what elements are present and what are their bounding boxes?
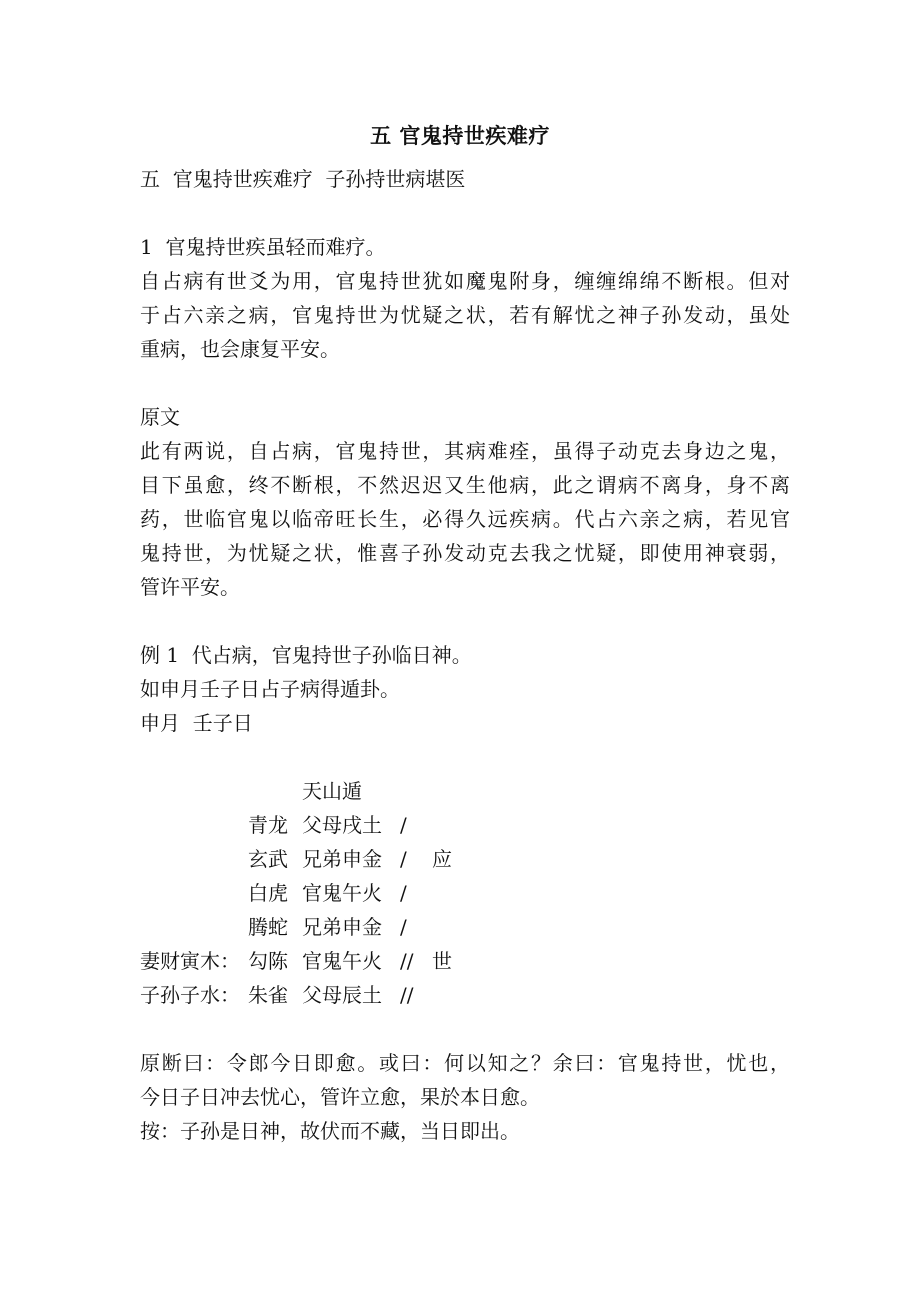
- line-relation: 父母辰土: [302, 983, 382, 1007]
- original-text-line: 此有两说，自占病，官鬼持世，其病难痊，虽得子动克去身边之鬼，: [140, 439, 790, 463]
- six-god: 青龙: [248, 813, 288, 837]
- blank-line: [140, 740, 790, 774]
- hexagram-line-row: [140, 978, 790, 1012]
- example-line: 如申月壬子日占子病得遁卦。: [140, 677, 400, 701]
- blank-line: [140, 366, 790, 400]
- yao-mark: /: [400, 847, 407, 871]
- original-text-line: 管许平安。: [140, 575, 240, 599]
- document-body: [140, 162, 790, 1148]
- example-heading: 例 1 代占病，官鬼持世子孙临日神。: [140, 643, 472, 667]
- hidden-line: 子孙子水：: [140, 983, 240, 1007]
- judgment-line: 原断曰：令郎今日即愈。或曰：何以知之？余曰：官鬼持世，忧也，: [140, 1051, 790, 1075]
- six-god: 白虎: [248, 881, 288, 905]
- six-god: 勾陈: [248, 949, 288, 973]
- original-text-line: 鬼持世，为忧疑之状，惟喜子孙发动克去我之忧疑，即使用神衰弱，: [140, 541, 790, 565]
- subtitle: 五 官鬼持世疾难疗 子孙持世病堪医: [140, 167, 466, 191]
- line-relation: 官鬼午火: [302, 881, 382, 905]
- line-relation: 兄弟申金: [302, 915, 382, 939]
- hexagram-name: 天山遁: [302, 779, 362, 803]
- judgment-line: 今日子日冲去忧心，管许立愈，果於本日愈。: [140, 1085, 540, 1109]
- yao-mark: /: [400, 881, 407, 905]
- hexagram-line-row: [140, 842, 790, 876]
- yao-mark: //: [400, 949, 414, 973]
- six-god: 朱雀: [248, 983, 288, 1007]
- original-text-line: 目下虽愈，终不断根，不然迟迟又生他病，此之谓病不离身，身不离: [140, 473, 790, 497]
- hexagram-line-row: [140, 910, 790, 944]
- yao-mark: /: [400, 915, 407, 939]
- original-text-label: 原文: [140, 405, 180, 429]
- yao-role: 世: [432, 949, 452, 973]
- line-relation: 官鬼午火: [302, 949, 382, 973]
- note-line: 按：子孙是日神，故伏而不藏，当日即出。: [140, 1119, 520, 1143]
- section-heading: 1 官鬼持世疾虽轻而难疗。: [140, 235, 386, 259]
- yao-role: 应: [432, 847, 452, 871]
- six-god: 腾蛇: [248, 915, 288, 939]
- paragraph-line: 重病，也会康复平安。: [140, 337, 340, 361]
- six-god: 玄武: [248, 847, 288, 871]
- blank-line: [140, 1012, 790, 1046]
- paragraph-line: 于占六亲之病，官鬼持世为忧疑之状，若有解忧之神子孙发动，虽处: [140, 303, 790, 327]
- example-date: 申月 壬子日: [140, 711, 253, 735]
- hexagram-line-row: [140, 808, 790, 842]
- line-relation: 兄弟申金: [302, 847, 382, 871]
- blank-line: [140, 196, 790, 230]
- yao-mark: //: [400, 983, 414, 1007]
- paragraph-line: 自占病有世爻为用，官鬼持世犹如魔鬼附身，缠缠绵绵不断根。但对: [140, 269, 790, 293]
- line-relation: 父母戌土: [302, 813, 382, 837]
- hidden-line: 妻财寅木：: [140, 949, 240, 973]
- hexagram-name-row: [140, 774, 790, 808]
- original-text-line: 药，世临官鬼以临帝旺长生，必得久远疾病。代占六亲之病，若见官: [140, 507, 790, 531]
- yao-mark: /: [400, 813, 407, 837]
- hexagram-line-row: [140, 876, 790, 910]
- hexagram-line-row: [140, 944, 790, 978]
- blank-line: [140, 604, 790, 638]
- page-title: 五 官鬼持世疾难疗: [370, 123, 550, 148]
